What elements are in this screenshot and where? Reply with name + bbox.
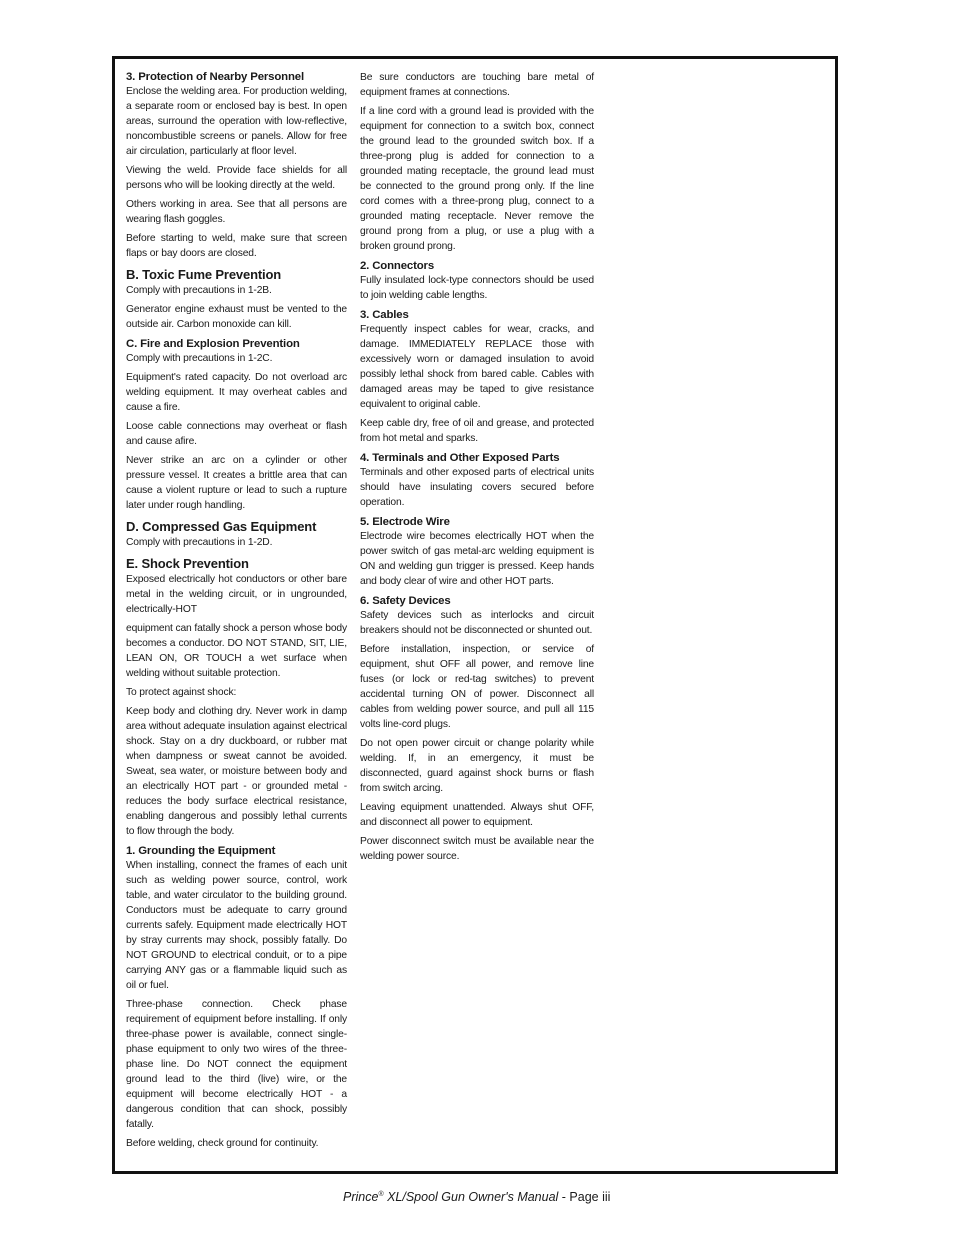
paragraph: If a line cord with a ground lead is provided with the equipment for connection to a switch box, connect the ground lead to the grounded switch box. If a three-prong plug is added for connection to a grounded mating receptacle, the ground lead must be connected to the ground prong only. If the line cord comes with a three-prong plug, connect to a grounded mating receptacle. Never remove the ground prong from a plug, or use a plug with a broken ground prong. — [360, 106, 594, 252]
section-heading: D. Compressed Gas Equipment — [126, 519, 317, 534]
paragraph: Leaving equipment unattended. Always shut OFF, and disconnect all power to equipment. — [360, 802, 594, 828]
paragraph: Electrode wire becomes electrically HOT when the power switch of gas metal-arc welding equipment is ON and welding gun trigger is pressed. Keep hands and body clear of wire and other HOT parts. — [360, 531, 594, 587]
paragraph: Keep body and clothing dry. Never work in damp area without adequate insulation against electrical shock. Stay on a dry duckboard, or rubber mat when dampness or sweat cannot be avoided. Sweat, sea water, or moisture between body and an electrically HOT part - or grounded metal - reduces the body surface electrical resistance, enabling dangerous and possibly lethal currents to flow through the body. — [126, 706, 347, 837]
footer-page-number: - Page iii — [558, 1190, 611, 1204]
paragraph: Do not open power circuit or change polarity while welding. If, in an emergency, it must be disconnected, guard against shock burns or flash from switch arcing. — [360, 738, 594, 794]
section-heading: 4. Terminals and Other Exposed Parts — [360, 452, 560, 464]
paragraph: Equipment's rated capacity. Do not overload arc welding equipment. It may overheat cables and cause a fire. — [126, 372, 347, 413]
registered-mark: ® — [378, 1190, 384, 1198]
paragraph: Never strike an arc on a cylinder or other pressure vessel. It creates a brittle area that can cause a violent rupture or lead to such a rupture later under rough handling. — [126, 455, 347, 511]
paragraph: Loose cable connections may overheat or flash and cause afire. — [126, 421, 347, 447]
section-heading: 3. Cables — [360, 309, 409, 321]
section-heading: B. Toxic Fume Prevention — [126, 267, 282, 282]
paragraph: Fully insulated lock-type connectors should be used to join welding cable lengths. — [360, 275, 594, 301]
section-heading: E. Shock Prevention — [126, 556, 249, 571]
paragraph: Before starting to weld, make sure that screen flaps or bay doors are closed. — [126, 233, 347, 259]
paragraph: Enclose the welding area. For production welding, a separate room or enclosed bay is best. In open areas, surround the operation with low-reflective, noncombustible screens or panels. Allow for free air circulation, particularly at floor level. — [126, 86, 347, 157]
paragraph: Before welding, check ground for continuity. — [126, 1138, 319, 1149]
paragraph: Frequently inspect cables for wear, cracks, and damage. IMMEDIATELY REPLACE those with excessively worn or damaged insulation to avoid possibly lethal shock from bared cable. Cables with damaged areas may be taped to give resistance equivalent to original cable. — [360, 324, 594, 410]
section-heading: 3. Protection of Nearby Personnel — [126, 71, 304, 83]
footer-manual-title: XL/Spool Gun Owner's Manual — [383, 1190, 559, 1204]
paragraph: Keep cable dry, free of oil and grease, and protected from hot metal and sparks. — [360, 418, 594, 444]
paragraph: Safety devices such as interlocks and circuit breakers should not be disconnected or shunted out. — [360, 610, 594, 636]
paragraph: Power disconnect switch must be available near the welding power source. — [360, 836, 594, 862]
paragraph: Comply with precautions in 1-2C. — [126, 353, 273, 364]
paragraph: Viewing the weld. Provide face shields for all persons who will be looking directly at the weld. — [126, 165, 347, 191]
section-heading: 2. Connectors — [360, 260, 435, 272]
footer-brand: Prince — [343, 1190, 379, 1204]
paragraph: Comply with precautions in 1-2D. — [126, 537, 273, 548]
paragraph: Others working in area. See that all persons are wearing flash goggles. — [126, 199, 347, 225]
paragraph: equipment can fatally shock a person whose body becomes a conductor. DO NOT STAND, SIT, LIE, LEAN ON, OR TOUCH a wet surface when welding without suitable protection. — [126, 623, 347, 679]
section-heading: 5. Electrode Wire — [360, 516, 450, 528]
paragraph: Terminals and other exposed parts of electrical units should have insulating covers secured before operation. — [360, 467, 594, 508]
paragraph: Exposed electrically hot conductors or other bare metal in the welding circuit, or in ungrounded, electrically-HOT — [126, 574, 347, 615]
paragraph: Generator engine exhaust must be vented to the outside air. Carbon monoxide can kill. — [126, 304, 347, 330]
paragraph: Three-phase connection. Check phase requirement of equipment before installing. If only three-phase power is available, connect single-phase equipment to only two wires of the three-phase line. Do NOT connect the equipment ground lead to the third (live) wire, or the equipment will become electrically HOT - a dangerous condition that can shock, possibly fatally. — [126, 999, 347, 1130]
paragraph: To protect against shock: — [126, 687, 237, 698]
paragraph: When installing, connect the frames of each unit such as welding power source, control, work table, and water circulator to the building ground. Conductors must be adequate to carry ground currents safely. Equipment made electrically HOT by stray currents may shock, possibly fatally. Do NOT GROUND to electrical conduit, or to a pipe carrying ANY gas or a flammable liquid such as oil or fuel. — [126, 860, 347, 991]
paragraph: Be sure conductors are touching bare metal of equipment frames at connections. — [360, 72, 594, 98]
page-footer — [343, 1190, 610, 1204]
section-heading: C. Fire and Explosion Prevention — [126, 338, 300, 350]
paragraph: Comply with precautions in 1-2B. — [126, 285, 272, 296]
right-column — [360, 70, 594, 868]
section-heading: 6. Safety Devices — [360, 595, 451, 607]
left-column — [126, 70, 347, 1155]
paragraph: Before installation, inspection, or service of equipment, shut OFF all power, and remove line fuses (or lock or red-tag switches) to prevent accidental turning ON of power. Disconnect all cables from welding power source, and pull all 115 volts line-cord plugs. — [360, 644, 594, 730]
section-heading: 1. Grounding the Equipment — [126, 845, 276, 857]
